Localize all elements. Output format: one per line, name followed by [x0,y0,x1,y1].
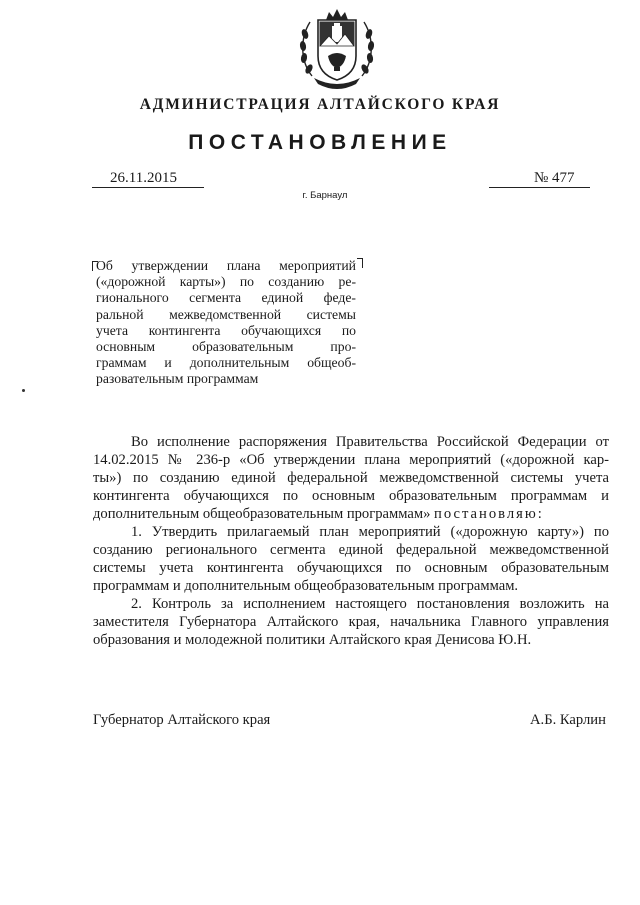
item-1-paragraph [93,523,609,595]
date-underline [92,187,204,188]
resolution-keyword: постановляю: [434,506,544,522]
document-date: 26.11.2015 [110,170,177,186]
body-line: 1. Утвердить прилагаемый план мероприятий («дорожную карту») по [131,524,609,540]
document-number: № 477 [534,170,575,186]
organization-name: АДМИНИСТРАЦИЯ АЛТАЙСКОГО КРАЯ [139,96,501,113]
body-line: ты») по созданию единой федеральной межведомственной системы учета [93,470,609,486]
body-line [93,505,609,523]
body-line: созданию регионального сегмента единой федеральной межведомственной [93,542,609,558]
body-line-text: дополнительным общеобразовательным программам» [93,506,431,522]
document-subject [96,258,356,388]
body-line: контингента обучающихся по основным образовательным программам и [93,488,609,504]
subject-line: граммам и дополнительным общеоб- [96,355,356,371]
body-line: системы учета контингента обучающихся по основным образовательным [93,560,609,576]
body-line: 14.02.2015 № 236-р «Об утверждении плана мероприятий («дорожной кар- [93,452,609,468]
body-line: образования и молодежной политики Алтайского края Денисова Ю.Н. [93,632,532,648]
subject-line: («дорожной карты») по созданию ре- [96,274,356,290]
subject-line: гионального сегмента единой феде- [96,290,356,306]
document-body [93,433,609,649]
scan-speck [22,389,25,392]
subject-line: разовательным программам [96,371,259,387]
number-underline [489,187,590,188]
subject-bracket-right [357,258,363,268]
coat-of-arms-emblem [296,6,378,94]
city-name: г. Барнаул [302,190,348,201]
document-type-title: ПОСТАНОВЛЕНИЕ [188,131,452,154]
signatory-title: Губернатор Алтайского края [93,712,271,728]
intro-paragraph [93,433,609,523]
subject-line: Об утверждении плана мероприятий [96,258,356,273]
subject-line: основным образовательным про- [96,339,356,355]
body-line: Во исполнение распоряжения Правительства Российской Федерации от [131,434,609,450]
signatory-name: А.Б. Карлин [530,712,606,728]
item-2-paragraph [93,595,609,649]
body-line: программам и дополнительным общеобразовательным программам. [93,578,519,594]
body-line: 2. Контроль за исполнением настоящего постановления возложить на [131,596,609,612]
subject-line: ральной межведомственной системы [96,306,356,322]
body-line: заместителя Губернатора Алтайского края, начальника Главного управления [93,614,609,630]
subject-line: учета контингента обучающихся по [96,322,356,338]
